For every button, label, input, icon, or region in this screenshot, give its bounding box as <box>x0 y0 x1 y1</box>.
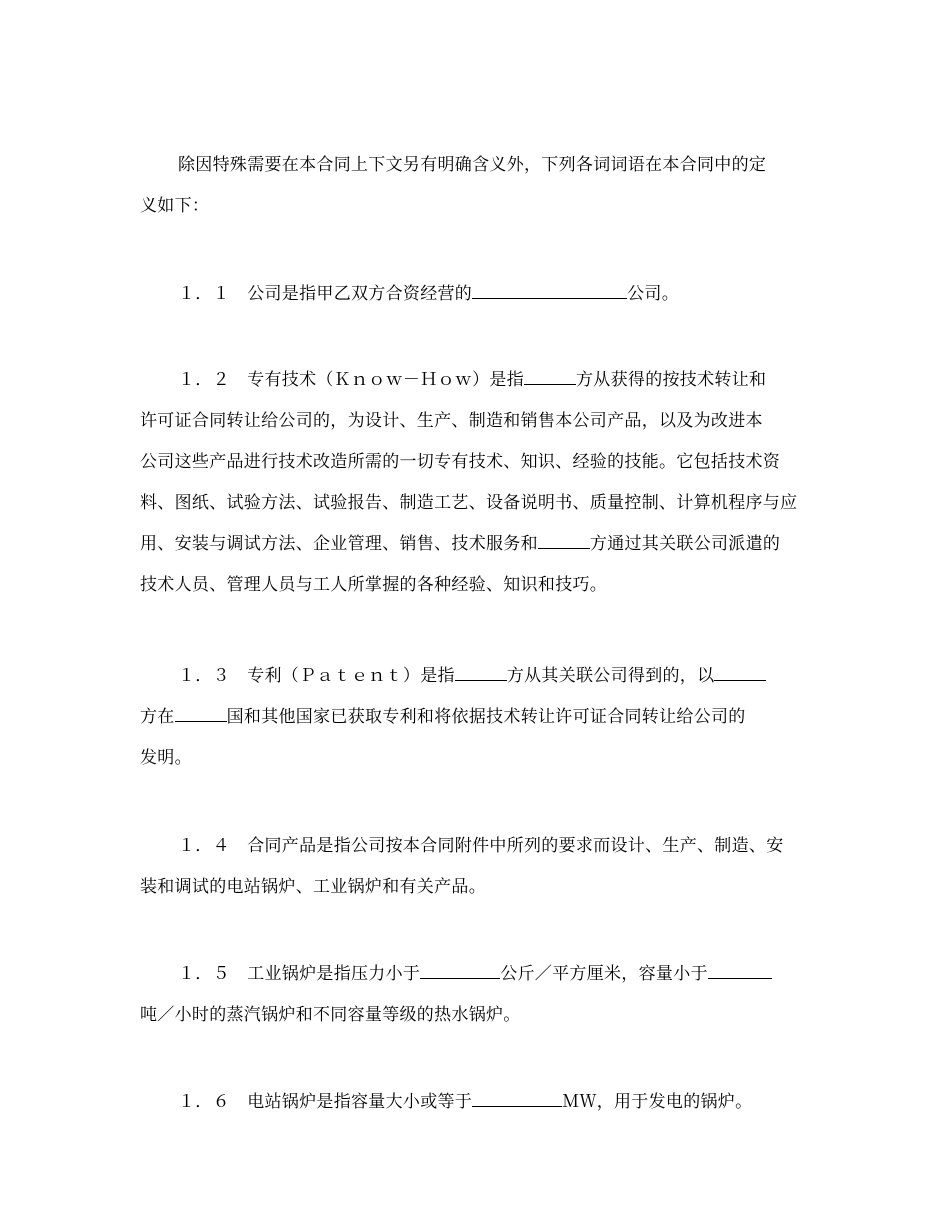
clause-line: １．４ 合同产品是指公司按本合同附件中所列的要求而设计、生产、制造、安 <box>178 836 784 856</box>
clause-line: １．３ 专利（Ｐａｔｅｎｔ）是指 方从其关联公司得到的，以 <box>140 656 812 697</box>
clause-line: 装和调试的电站锅炉、工业锅炉和有关产品。 <box>140 877 486 897</box>
intro-paragraph <box>140 145 812 227</box>
clause-line: 公司这些产品进行技术改造所需的一切专有技术、知识、经验的技能。它包括技术资 <box>140 452 781 472</box>
clause-line: １．１ 公司是指甲乙双方合资经营的 公司。 <box>140 274 812 315</box>
fill-blank[interactable] <box>420 960 500 979</box>
fill-blank[interactable] <box>524 366 576 385</box>
clause-line: １．６ 电站锅炉是指容量大小或等于 ＭＷ，用于发电的锅炉。 <box>140 1082 812 1123</box>
clause-line: 技术人员、管理人员与工人所掌握的各种经验、知识和技巧。 <box>140 575 608 595</box>
intro-line-1: 除因特殊需要在本合同上下文另有明确含义外，下列各词词语在本合同中的定 <box>178 155 767 175</box>
fill-blank[interactable] <box>708 960 772 979</box>
clause-line: １．５ 工业锅炉是指压力小于 公斤／平方厘米，容量小于 <box>140 954 812 995</box>
clause-1-2 <box>140 360 812 606</box>
clause-line: 方在 国和其他国家已获取专利和将依据技术转让许可证合同转让给公司的 <box>140 697 812 738</box>
clause-1-6 <box>140 1082 812 1123</box>
clause-line: 料、图纸、试验方法、试验报告、制造工艺、设备说明书、质量控制、计算机程序与应 <box>140 493 798 513</box>
fill-blank[interactable] <box>538 530 590 549</box>
fill-blank[interactable] <box>175 703 227 722</box>
fill-blank[interactable] <box>472 280 627 299</box>
clause-1-3 <box>140 656 812 779</box>
fill-blank[interactable] <box>472 1088 562 1107</box>
clause-line: 用、安装与调试方法、企业管理、销售、技术服务和 方通过其关联公司派遣的 <box>140 524 812 565</box>
fill-blank[interactable] <box>455 662 507 681</box>
clause-1-4 <box>140 826 812 908</box>
clause-1-1 <box>140 274 812 315</box>
intro-line-2: 义如下： <box>140 196 210 216</box>
clause-1-5 <box>140 954 812 1036</box>
clause-line: 许可证合同转让给公司的，为设计、生产、制造和销售本公司产品，以及为改进本 <box>140 411 763 431</box>
clause-line: 吨／小时的蒸汽锅炉和不同容量等级的热水锅炉。 <box>140 1005 521 1025</box>
clause-line: １．２ 专有技术（Ｋｎｏｗ－Ｈｏｗ）是指 方从获得的按技术转让和 <box>140 360 812 401</box>
fill-blank[interactable] <box>714 662 766 681</box>
clause-line: 发明。 <box>140 748 192 768</box>
